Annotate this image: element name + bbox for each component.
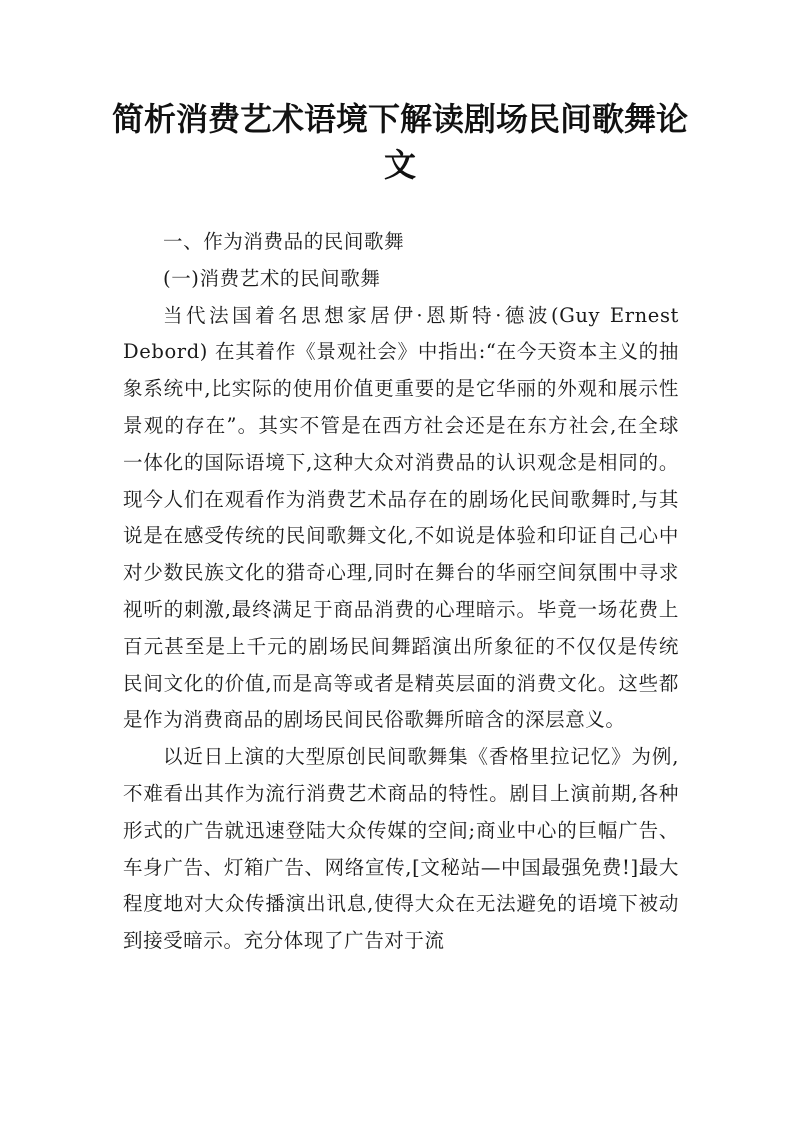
body-paragraph: 当代法国着名思想家居伊·恩斯特·德波(Guy Ernest Debord) 在其着作《景观社会》中指出:“在今天资本主义的抽象系统中,比实际的使用价值更重要的是它华丽的外观和展示性景观的存在”。其实不管是在西方社会还是在东方社会,在全球一体化的国际语境下,这种大众对消费品的认识观念是相同的。现今人们在观看作为消费艺术品存在的剧场化民间歌舞时,与其说是在感受传统的民间歌舞文化,不如说是体验和印证自己心中对少数民族文化的猎奇心理,同时在舞台的华丽空间氛围中寻求视听的刺激,最终满足于商品消费的心理暗示。毕竟一场花费上百元甚至是上千元的剧场民间舞蹈演出所象征的不仅仅是传统民间文化的价值,而是高等或者是精英层面的消费文化。这些都是作为消费商品的剧场民间民俗歌舞所暗含的深层意义。 [123, 303, 679, 732]
document-title: 简析消费艺术语境下解读剧场民间歌舞论文 [111, 100, 688, 184]
section-heading: 一、作为消费品的民间歌舞 [163, 230, 405, 253]
subsection-heading: (一)消费艺术的民间歌舞 [163, 266, 381, 290]
document-body [123, 224, 679, 960]
body-paragraph: 以近日上演的大型原创民间歌舞集《香格里拉记忆》为例,不难看出其作为流行消费艺术商品的特性。剧目上演前期,各种形式的广告就迅速登陆大众传媒的空间;商业中心的巨幅广告、车身广告、灯箱广告、网络宣传,[文秘站—中国最强免费!]最大程度地对大众传播演出讯息,使得大众在无法避免的语境下被动到接受暗示。充分体现了广告对于流 [123, 745, 679, 953]
